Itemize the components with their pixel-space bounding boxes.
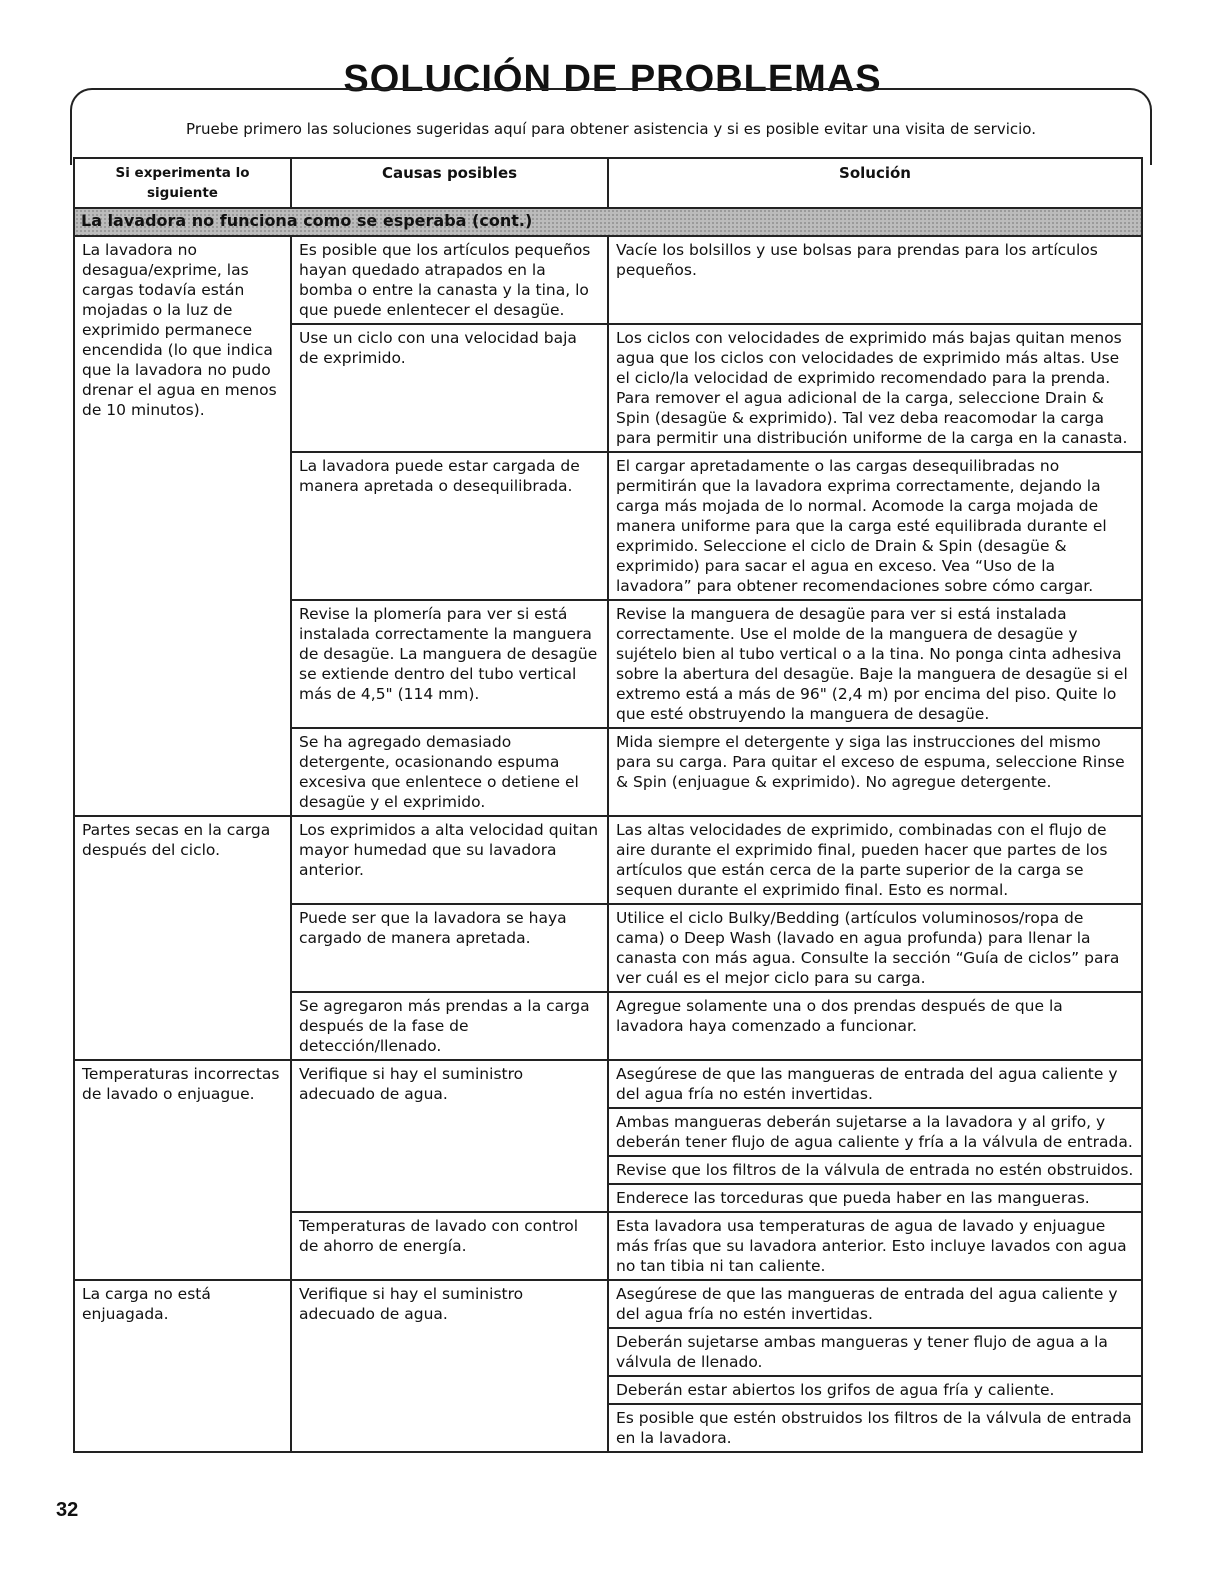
table-row <box>74 1280 1142 1328</box>
solution-cell: El cargar apretadamente o las cargas desequilibradas no permitirán que la lavadora exprima correctamente, dejando la carga más mojada de lo normal. Acomode la carga mojada de manera uniforme para que la carga esté equilibrada durante el exprimido. Seleccione el ciclo de Drain & Spin (desagüe & exprimido) para sacar el agua en exceso. Vea “Uso de la lavadora” para obtener recomendaciones sobre cómo cargar. <box>608 452 1142 600</box>
solution-cell: Enderece las torceduras que pueda haber en las mangueras. <box>608 1184 1142 1212</box>
cause-cell: Se ha agregado demasiado detergente, ocasionando espuma excesiva que enlentece o detiene el desagüe y el exprimido. <box>291 728 608 816</box>
table-row <box>74 1060 1142 1108</box>
cause-cell: Verifique si hay el suministro adecuado de agua. <box>291 1280 608 1452</box>
solution-cell: Es posible que estén obstruidos los filtros de la válvula de entrada en la lavadora. <box>608 1404 1142 1452</box>
solution-cell: Deberán sujetarse ambas mangueras y tener flujo de agua a la válvula de llenado. <box>608 1328 1142 1376</box>
solution-cell: Asegúrese de que las mangueras de entrada del agua caliente y del agua fría no estén invertidas. <box>608 1060 1142 1108</box>
table-header-row <box>74 158 1142 208</box>
troubleshooting-table <box>73 157 1143 1453</box>
solution-cell: Ambas mangueras deberán sujetarse a la lavadora y al grifo, y deberán tener flujo de agua caliente y fría a la válvula de entrada. <box>608 1108 1142 1156</box>
intro-text: Pruebe primero las soluciones sugeridas aquí para obtener asistencia y si es posible evitar una visita de servicio. <box>186 120 1036 138</box>
solution-cell: Revise la manguera de desagüe para ver si está instalada correctamente. Use el molde de la manguera de desagüe y sujételo bien al tubo vertical o a la tina. No ponga cinta adhesiva sobre la abertura del desagüe. Baje la manguera de desagüe si el extremo está a más de 96" (2,4 m) por encima del piso. Quite lo que esté obstruyendo la manguera de desagüe. <box>608 600 1142 728</box>
solution-cell: Agregue solamente una o dos prendas después de que la lavadora haya comenzado a funcionar. <box>608 992 1142 1060</box>
cause-cell: Revise la plomería para ver si está instalada correctamente la manguera de desagüe. La manguera de desagüe se extiende dentro del tubo vertical más de 4,5" (114 mm). <box>291 600 608 728</box>
header-symptom: Si experimenta lo siguiente <box>74 158 291 208</box>
cause-cell: Los exprimidos a alta velocidad quitan mayor humedad que su lavadora anterior. <box>291 816 608 904</box>
symptom-cell: Temperaturas incorrectas de lavado o enjuague. <box>74 1060 291 1280</box>
cause-cell: Temperaturas de lavado con control de ahorro de energía. <box>291 1212 608 1280</box>
symptom-cell: La carga no está enjuagada. <box>74 1280 291 1452</box>
solution-cell: Esta lavadora usa temperaturas de agua de lavado y enjuague más frías que su lavadora anterior. Esto incluye lavados con agua no tan tibia ni tan caliente. <box>608 1212 1142 1280</box>
solution-cell: Asegúrese de que las mangueras de entrada del agua caliente y del agua fría no estén invertidas. <box>608 1280 1142 1328</box>
cause-cell: Es posible que los artículos pequeños hayan quedado atrapados en la bomba o entre la canasta y la tina, lo que puede enlentecer el desagüe. <box>291 236 608 324</box>
section-band <box>74 208 1142 236</box>
cause-cell: La lavadora puede estar cargada de manera apretada o desequilibrada. <box>291 452 608 600</box>
table-row <box>74 236 1142 324</box>
solution-cell: Los ciclos con velocidades de exprimido más bajas quitan menos agua que los ciclos con velocidades de exprimido más altas. Use el ciclo/la velocidad de exprimido recomendado para la prenda. Para remover el agua adicional de la carga, seleccione Drain & Spin (desagüe & exprimido). Tal vez deba reacomodar la carga para permitir una distribución uniforme de la carga en la canasta. <box>608 324 1142 452</box>
solution-cell: Revise que los filtros de la válvula de entrada no estén obstruidos. <box>608 1156 1142 1184</box>
page-number: 32 <box>56 1499 79 1521</box>
section-title: La lavadora no funciona como se esperaba (cont.) <box>74 208 1142 236</box>
solution-cell: Mida siempre el detergente y siga las instrucciones del mismo para su carga. Para quitar el exceso de espuma, seleccione Rinse & Spin (enjuague & exprimido). No agregue detergente. <box>608 728 1142 816</box>
symptom-cell: La lavadora no desagua/exprime, las cargas todavía están mojadas o la luz de exprimido permanece encendida (lo que indica que la lavadora no pudo drenar el agua en menos de 10 minutos). <box>74 236 291 816</box>
solution-cell: Utilice el ciclo Bulky/Bedding (artículos voluminosos/ropa de cama) o Deep Wash (lavado en agua profunda) para llenar la canasta con más agua. Consulte la sección “Guía de ciclos” para ver cuál es el mejor ciclo para su carga. <box>608 904 1142 992</box>
cause-cell: Se agregaron más prendas a la carga después de la fase de detección/llenado. <box>291 992 608 1060</box>
header-solution: Solución <box>608 158 1142 208</box>
cause-cell: Use un ciclo con una velocidad baja de exprimido. <box>291 324 608 452</box>
page-title: SOLUCIÓN DE PROBLEMAS <box>343 58 882 100</box>
symptom-cell: Partes secas en la carga después del ciclo. <box>74 816 291 1060</box>
solution-cell: Deberán estar abiertos los grifos de agua fría y caliente. <box>608 1376 1142 1404</box>
header-causes: Causas posibles <box>291 158 608 208</box>
cause-cell: Verifique si hay el suministro adecuado de agua. <box>291 1060 608 1212</box>
table-row <box>74 816 1142 904</box>
cause-cell: Puede ser que la lavadora se haya cargado de manera apretada. <box>291 904 608 992</box>
solution-cell: Las altas velocidades de exprimido, combinadas con el flujo de aire durante el exprimido final, pueden hacer que partes de los artículos que están cerca de la parte superior de la carga se sequen durante el exprimido final. Esto es normal. <box>608 816 1142 904</box>
solution-cell: Vacíe los bolsillos y use bolsas para prendas para los artículos pequeños. <box>608 236 1142 324</box>
